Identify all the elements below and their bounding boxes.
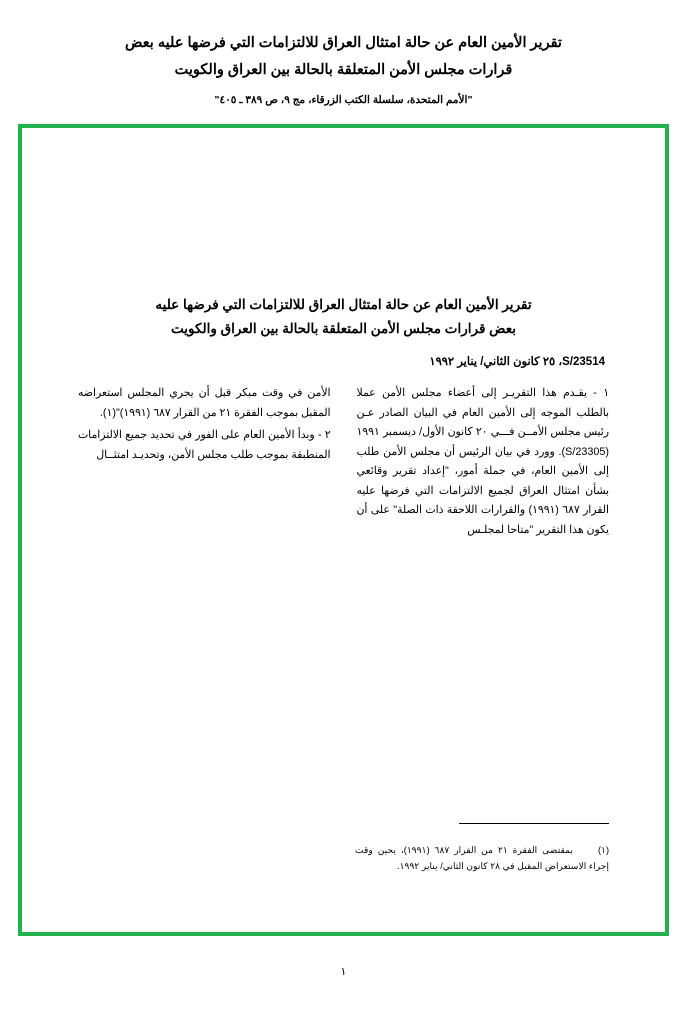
heading-line-1: تقرير الأمين العام عن حالة امتثال العراق للالتزامات التي فرضها عليه بعض <box>125 35 562 51</box>
document-reference: S/23514، ٢٥ كانون الثاني/ يناير ١٩٩٢ <box>429 356 605 368</box>
page-number: ١ <box>340 966 347 978</box>
heading-source-note: "الأمم المتحدة، سلسلة الكتب الزرقاء، مج ٩، ص ٣٨٩ ـ ٤٠٥" <box>214 94 473 106</box>
footnote-marker: (١) <box>597 845 609 855</box>
document-title-line-1: تقرير الأمين العام عن حالة امتثال العراق للالتزامات التي فرضها عليه <box>155 297 532 312</box>
paragraph-1: ١ - يقـدم هذا التقريـر إلى أعضاء مجلس الأمن عملا بالطلب الموجه إلى الأمين العام في البيان الصادر عـن رئيس مجلس الأمــن فـــي ٢٠ كانون الأول/ ديسمبر ١٩٩١ (S/23305). وورد في بيان الرئيس أن مجلس الأمن طلب إلى الأمين العام، في جملة أمور، "إعداد تقرير وقائعي بشأن امتثال العراق لجميع الالتزامات التي فرضها عليه القرار ٦٨٧ (١٩٩١) والقرارات اللاحقة ذات الصلة" على أن يكون هذا التقرير "متاحا لمجلـس <box>356 387 609 536</box>
paragraph-1-continued: الأمن في وقت مبكر قبل أن يجري المجلس استعراضه المقبل بموجب الفقرة ٢١ من القرار ٦٨٧ (١٩٩١)"(١). <box>78 387 331 419</box>
frame-content <box>22 128 665 932</box>
green-border-frame <box>18 124 669 936</box>
document-title-line-2: بعض قرارات مجلس الأمن المتعلقة بالحالة بين العراق والكويت <box>171 321 516 336</box>
document-title <box>82 293 605 341</box>
footnote-text: بمقتضى الفقرة ٢١ من القرار ٦٨٧ (١٩٩١)، يحين وقت إجراء الاستعراض المقبل في ٢٨ كانون الثاني/ يناير ١٩٩٢. <box>355 845 609 871</box>
column-right <box>357 384 610 543</box>
heading-line-2: قرارات مجلس الأمن المتعلقة بالحالة بين العراق والكويت <box>174 62 513 78</box>
footnote <box>355 842 609 874</box>
column-left <box>78 384 331 543</box>
paragraph-2: ٢ - وبدأ الأمين العام على الفور في تحديد جميع الالتزامات المنطبقة بموجب طلب مجلس الأمن، وتحديـد امتثــال <box>78 429 331 461</box>
page-heading <box>0 30 687 107</box>
body-columns <box>78 384 609 543</box>
footnote-divider <box>459 823 609 824</box>
